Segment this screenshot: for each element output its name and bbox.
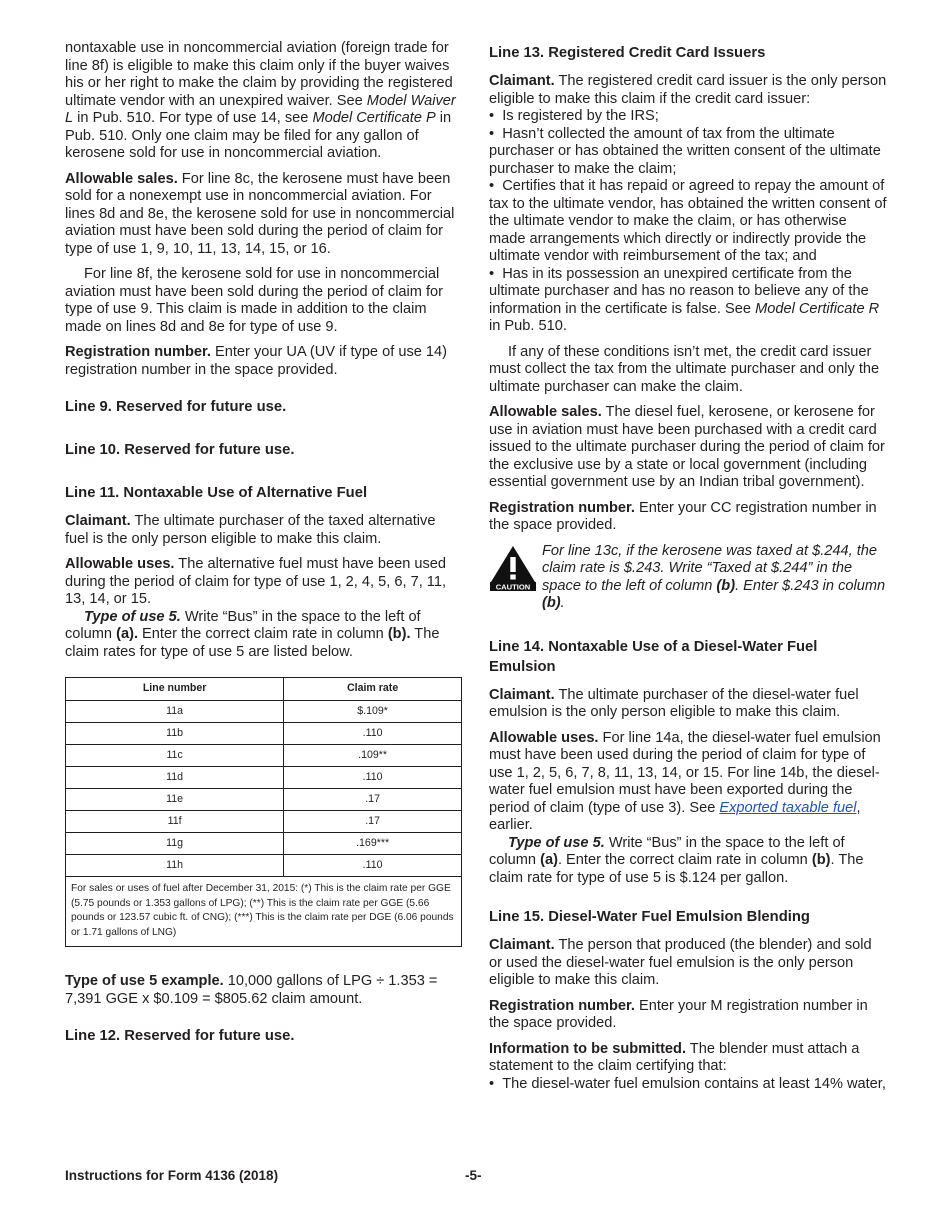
table-row — [66, 701, 462, 723]
allowable-sales-paragraph: Allowable sales. For line 8c, the kerosene must have been sold for a nonexempt use in noncommercial aviation. For lines 8d and 8e, the kerosene sold for use in noncommercial aviation must have been sold during the period of claim for type of use 1, 9, 10, 11, 13, 14, 15, or 16. — [65, 170, 455, 257]
table-note-row — [66, 877, 462, 947]
line-number-cell: 11d — [66, 767, 284, 789]
table-row — [66, 855, 462, 877]
claim-rate-cell: .17 — [284, 789, 462, 811]
line-15-bullet: • The diesel-water fuel emulsion contains at least 14% water, — [489, 1076, 887, 1094]
type-of-use-5-example: Type of use 5 example. 10,000 gallons of LPG ÷ 1.353 = 7,391 GGE x $0.109 = $805.62 claim amount. — [65, 973, 438, 1007]
line-15-registration: Registration number. Enter your M registration number in the space provided. — [489, 997, 868, 1031]
line-13-conditions: If any of these conditions isn’t met, the credit card issuer must collect the tax from the ultimate purchaser and only the ultimate purchaser can make the claim. — [489, 343, 880, 395]
right-column — [489, 40, 887, 1093]
line-13-heading: Line 13. Registered Credit Card Issuers — [489, 45, 766, 61]
table-footnote: For sales or uses of fuel after December 31, 2015: (*) This is the claim rate per GGE (5.75 pounds or 1.353 gallons of LPG); (**) This is the claim rate per GGE (5.66 pounds or 123.57 cubic ft. of CNG); (***) This is the claim rate per DGE (6.06 pounds or 1.71 gallons of LNG) — [66, 877, 462, 947]
claim-rate-cell: .17 — [284, 811, 462, 833]
line-11-heading: Line 11. Nontaxable Use of Alternative Fuel — [65, 485, 368, 501]
line-14-heading: Line 14. Nontaxable Use of a Diesel-Water Fuel Emulsion — [489, 638, 818, 675]
claim-rate-cell: .110 — [284, 855, 462, 877]
line-number-cell: 11c — [66, 745, 284, 767]
table-row — [66, 811, 462, 833]
exported-taxable-fuel-link[interactable]: Exported taxable fuel — [719, 799, 857, 816]
column-header-claim-rate: Claim rate — [284, 678, 462, 701]
line-8f-paragraph: For line 8f, the kerosene sold for use in noncommercial aviation must have been sold during the period of claim for type of use 9. This claim is made in addition to the claim made on lines 8d and 8e for type of use 9. — [65, 266, 444, 335]
claim-rate-cell: .109** — [284, 745, 462, 767]
table-row — [66, 833, 462, 855]
line-number-cell: 11h — [66, 855, 284, 877]
line-13-bullet: • Is registered by the IRS; — [489, 108, 887, 126]
claim-rate-cell: .110 — [284, 723, 462, 745]
line-13-bullet: • Certifies that it has repaid or agreed to repay the amount of tax to the ultimate vendor, has obtained the written consent of the ultimate vendor to make the claim, or has otherwise made arrangements which directly or indirectly provide the ultimate vendor with reimbursement of the tax; and — [489, 178, 887, 266]
table-row — [66, 723, 462, 745]
line-number-cell: 11b — [66, 723, 284, 745]
line-number-cell: 11g — [66, 833, 284, 855]
line-13-allowable-sales: Allowable sales. The diesel fuel, kerosene, or kerosene for use in aviation must have been purchased with a credit card issued to the ultimate purchaser during the period of claim for the exclusive use by a state or local government (including essential government use by an Indian tribal government). — [489, 404, 885, 490]
claim-rate-cell: .169*** — [284, 833, 462, 855]
footer-form-title: Instructions for Form 4136 (2018) — [65, 1168, 279, 1183]
line-number-cell: 11f — [66, 811, 284, 833]
line-13-registration: Registration number. Enter your CC registration number in the space provided. — [489, 499, 877, 533]
left-column — [65, 40, 463, 1056]
table-row — [66, 789, 462, 811]
line-number-cell: 11e — [66, 789, 284, 811]
claim-rate-cell: .110 — [284, 767, 462, 789]
line-10-heading: Line 10. Reserved for future use. — [65, 442, 295, 458]
caution-note — [489, 543, 887, 613]
line-9-heading: Line 9. Reserved for future use. — [65, 399, 287, 415]
column-header-line-number: Line number — [66, 678, 284, 701]
line-14-claimant: Claimant. The ultimate purchaser of the diesel-water fuel emulsion is the only person eligible to make this claim. — [489, 686, 859, 720]
line-14-allowable-uses: Allowable uses. For line 14a, the diesel-water fuel emulsion must have been used during the period of claim for type of use 1, 2, 5, 6, 7, 8, 11, 13, 14, or 15. For line 14b, the diesel-water fuel emulsion must have been exported during the period of claim (type of use 3). See Exported taxable fuel, earlier. — [489, 729, 881, 833]
table-row — [66, 745, 462, 767]
line-15-claimant: Claimant. The person that produced (the blender) and sold or used the diesel-water fuel emulsion is the only person eligible to make this claim. — [489, 937, 872, 988]
registration-paragraph: Registration number. Enter your UA (UV if type of use 14) registration number in the space provided. — [65, 344, 448, 378]
caution-text: For line 13c, if the kerosene was taxed at $.244, the claim rate is $.243. Write “Taxed at $.244” in the space to the left of column (b). Enter $.243 in column (b). — [542, 542, 886, 611]
table-header-row — [66, 678, 462, 701]
line-13-bullet: • Hasn’t collected the amount of tax from the ultimate purchaser or has obtained the written consent of the ultimate purchaser to make the claim; — [489, 126, 887, 179]
page-number: -5- — [465, 1168, 482, 1183]
line-number-cell: 11a — [66, 701, 284, 723]
line-12-heading: Line 12. Reserved for future use. — [65, 1028, 295, 1044]
caution-label: CAUTION — [495, 582, 531, 591]
line-11-allowable-uses: Allowable uses. The alternative fuel must have been used during the period of claim for type of use 1, 2, 4, 5, 6, 7, 11, 13, 14, or 15. — [65, 556, 447, 607]
line-13-claimant: Claimant. The registered credit card issuer is the only person eligible to make this claim if the credit card issuer: — [489, 73, 887, 107]
line-11-claimant: Claimant. The ultimate purchaser of the taxed alternative fuel is the only person eligible to make this claim. — [65, 513, 436, 547]
line-15-information: Information to be submitted. The blender must attach a statement to the claim certifying that: — [489, 1040, 860, 1074]
line-15-heading: Line 15. Diesel-Water Fuel Emulsion Blending — [489, 909, 810, 925]
line-13-bullet: • Has in its possession an unexpired certificate from the ultimate purchaser and has no reason to believe any of the information in the certificate is false. See Model Certificate R in Pub. 510. — [489, 266, 887, 336]
claim-rate-cell: $.109* — [284, 701, 462, 723]
intro-paragraph: nontaxable use in noncommercial aviation (foreign trade for line 8f) is eligible to make this claim only if the buyer waives his or her right to make the claim by providing the registered ultimate vendor with an unexpired waiver. See Model Waiver L in Pub. 510. For type of use 14, see Model Certificate P in Pub. 510. Only one claim may be filed for any gallon of kerosene sold for use in noncommercial aviation. — [65, 40, 456, 161]
caution-icon — [489, 545, 537, 591]
line-11-type-of-use-5: Type of use 5. Write “Bus” in the space to the left of column (a). Enter the correct claim rate in column (b). The claim rates for type of use 5 are listed below. — [65, 608, 440, 660]
line-14-type-of-use-5: Type of use 5. Write “Bus” in the space to the left of column (a). Enter the correct claim rate in column (b). The claim rate for type of use 5 is $.124 per gallon. — [489, 834, 864, 886]
claim-rate-table — [65, 677, 462, 947]
table-row — [66, 767, 462, 789]
